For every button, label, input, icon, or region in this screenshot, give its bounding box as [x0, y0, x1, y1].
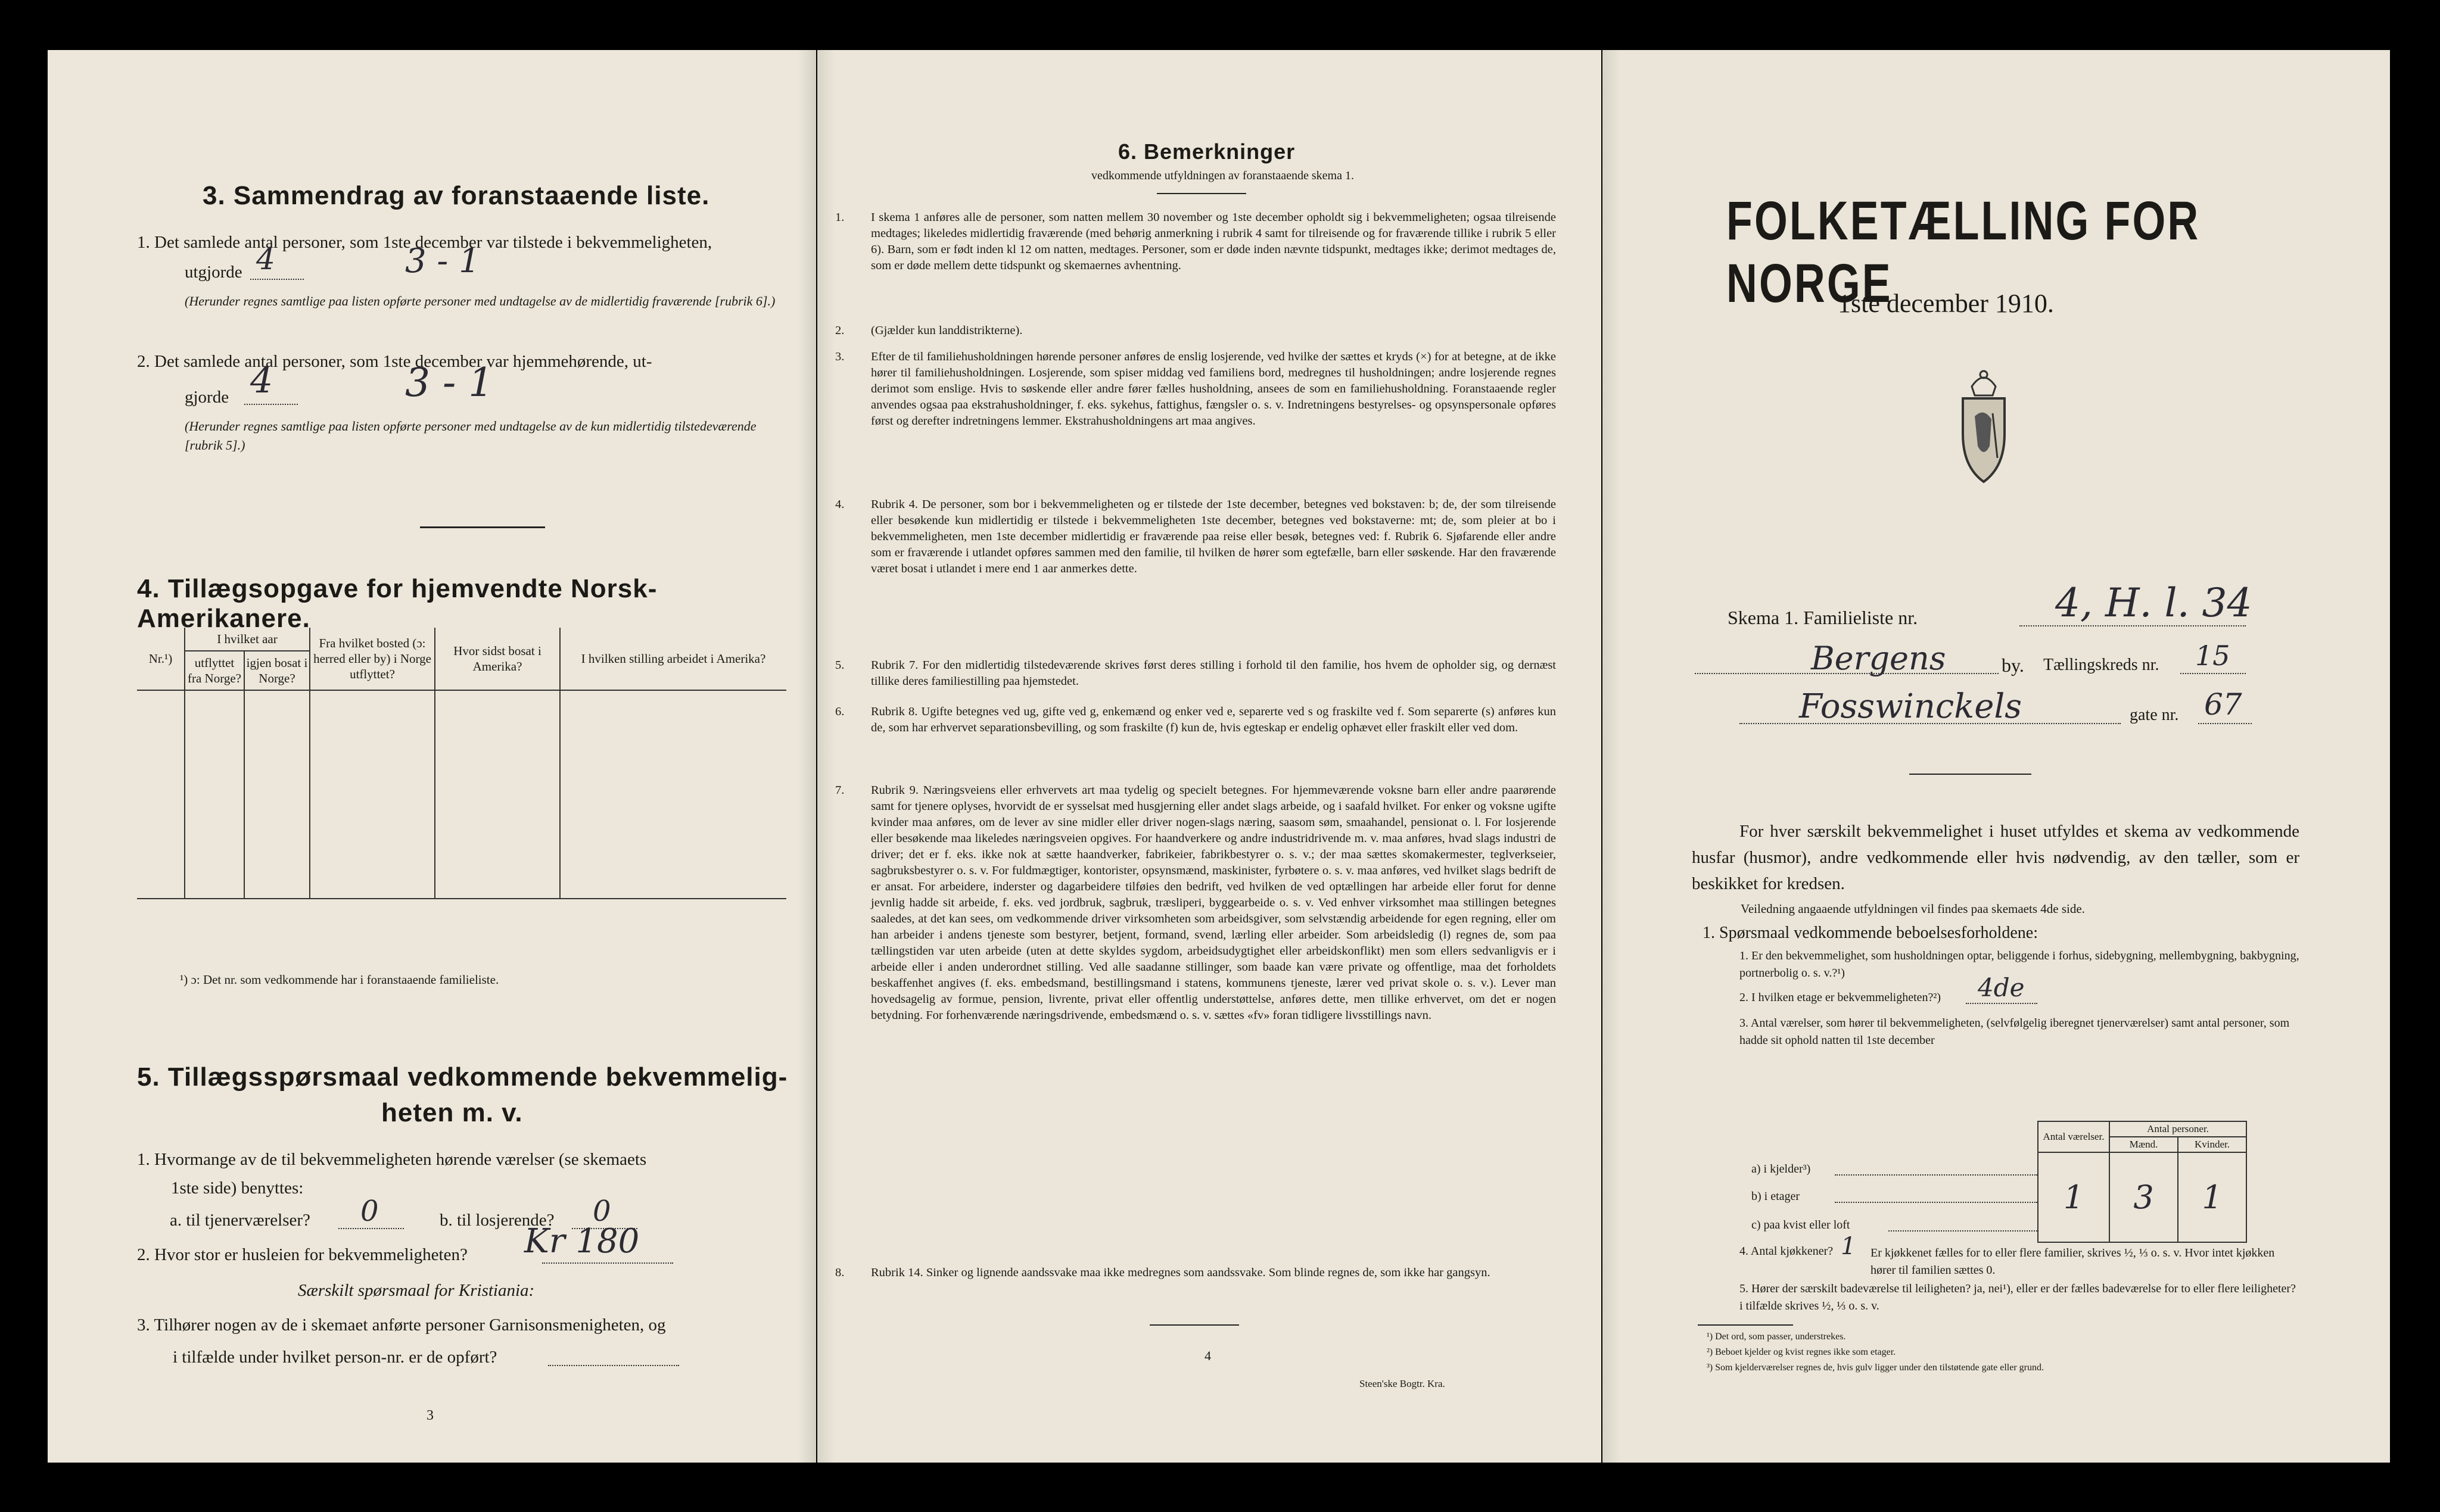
s5-q3-dotline	[548, 1348, 679, 1366]
table-row	[137, 774, 786, 815]
s5-q3-line1: 3. Tilhører nogen av de i skemaet anførte personer Garnisonsmenigheten, og	[137, 1315, 666, 1335]
table-row	[137, 732, 786, 774]
rooms-dotline	[1835, 1190, 2037, 1203]
col-bosted: Fra hvilket bosted (ɔ: herred eller by) i Norge utflyttet?	[310, 628, 435, 690]
col-maend: Mænd.	[2109, 1137, 2178, 1152]
table-row	[137, 690, 786, 732]
s3-q1-breakdown: 3 - 1	[405, 242, 480, 280]
footnote-3: ³) Som kjelderværelser regnes de, hvis gulv ligger under den tilstøtende gate eller grund.	[1707, 1363, 2044, 1373]
fold-shadow	[798, 50, 816, 1463]
s5-kristiania: Særskilt spørsmaal for Kristiania:	[298, 1281, 535, 1300]
form-date: 1ste december 1910.	[1838, 289, 2054, 318]
s3-q2-value: 4	[250, 360, 273, 401]
remark-item-7: 7. Rubrik 9. Næringsveiens eller erhvervets art maa tydelig og specielt betegnes. For hjemmeværende voksne barn eller andre paarørende samt for tjenere oplyses, hvorvidt de er sysselsat med husgjerning eller andet slags arbeide, og i saafald hvilket. For enker og voksne ugifte kvinder maa anføres, om de lever av sine midler eller driver nogen-slags næring, saasom søm, smaahandel, pensionat o. l. For losjerende eller besøkende maa likeledes næringsveien opgives. For haandverkere og andre industridrivende m. v. maa anføres, hvad slags industri de driver; det er f. eks. ikke nok at sætte haandverker, fabrikeier, fabrikbestyrer o. s. v.; der maa sættes skomakermester, teglverkseier, sagbruksbestyrer o. s. v. For fuldmægtiger, kontorister, opsynsmænd, maskinister, fyrbøtere o. s. v. maa anføres, ved hvilket slags bedrift de er ansat. For arbeidere, inderster og dagarbeidere tilføies den bedrift, ved hvilken de ved optællingen har arbeide eller forut for denne jevnlig hadde sit arbeide, f. eks. ved jordbruk, sagbruk, træsliperi, byggearbeide o. s. v. Ved enhver virksomhet maa stillingen betegnes saaledes, at det kan sees, om vedkommende driver virksomheten som arbeidsgiver, som selvstændig arbeidende for egen regning, eller om han arbeider i andens tjeneste som bestyrer, betjent, formand, svend, lærling eller arbeider. Som arbeidsledig (l) regnes de, som paa tællingstiden var uten arbeide (uten at dette skyldes sygdom, arbeidsudygtighet eller arbeidskonflikt) men som ellers sedvanligvis er i arbeide eller i anden underordnet stilling. Ved alle saadanne stillinger, som baade kan være private og offentlige, maa det forholdets beskaffenhet angives (f. eks. embedsmand, bestillingsmand i statens, kommunens tjeneste, lærer ved privat skole o. s. v.). Lever man hovedsagelig av formue, pension, livrente, privat eller offentlig understøttelse, anføres dette, men tillike erhvervet, om det er nogen betydning. For forhenværende næringsdrivende, embedsmænd o. s. v. sættes «fv» foran tidligere livsstillings navn.	[835, 784, 1556, 1022]
city-value: Bergens	[1811, 640, 1946, 677]
page-3	[48, 50, 816, 1463]
footnote-2: ²) Beboet kjelder og kvist regnes ikke som etager.	[1707, 1347, 1896, 1357]
col-sidst: Hvor sidst bosat i Amerika?	[435, 628, 560, 690]
q1-1: 1. Er den bekvemmelighet, som husholdningen optar, beliggende i forhus, sidebygning, mellembygning, bakbygning, portnerbolig o. s. v.?¹)	[1739, 949, 2299, 980]
section-5-heading-line2: heten m. v.	[381, 1098, 523, 1127]
s5-q1a-label: a. til tjenerværelser?	[170, 1211, 310, 1230]
remark-item-3: 3. Efter de til familiehusholdningen hørende personer anføres de enslig losjerende, ved hvilke der sættes et kryds (×) for at betegne, at de ikke hører til familiehusholdningen. Losjerende, som spiser middag ved familiens bord, medregnes til husholdningen; andre losjerende regnes derimot som enslige. Hvis to søskende eller andre fører fælles husholdning, ansees de som en familiehusholdning. Foranstaaende regler anvendes ogsaa paa ekstrahusholdninger, f. eks. sykehus, fattighus, fængsler o. s. v. Indretningens bestyrelses- og opsynspersonale opføres først og derefter indretningens lemmer. Ekstrahusholdningens art maa angives.	[835, 350, 1556, 428]
table-row	[137, 857, 786, 899]
page-number: 3	[427, 1408, 434, 1423]
col-vaerelser: Antal værelser.	[2038, 1121, 2109, 1152]
table-row	[137, 815, 786, 857]
value-vaerelser: 1	[2038, 1179, 2109, 1216]
s3-q1-line1: 1. Det samlede antal personer, som 1ste december var tilstede i bekvemmeligheten,	[137, 233, 712, 252]
s5-q1a-value: 0	[360, 1195, 379, 1228]
s3-q2-line2: gjorde	[185, 388, 229, 407]
street-value: Fosswinckels	[1799, 687, 2022, 726]
remark-item-5: 5. Rubrik 7. For den midlertidig tilstedeværende skrives først deres stilling i forhold til den familie, hos hvem de opholder sig, og dernæst tillike deres familiestilling paa hjemstedet.	[835, 659, 1556, 688]
rooms-row-c: c) paa kvist eller loft	[1751, 1218, 1850, 1232]
col-kvinder: Kvinder.	[2178, 1137, 2246, 1152]
skema-value: 4, H. l. 34	[2055, 580, 2252, 626]
q1-2: 2. I hvilken etage er bekvemmeligheten?²)	[1739, 991, 1941, 1004]
q1-5: 5. Hører der særskilt badeværelse til leiligheten? ja, nei¹), eller er der fælles badeværelse for to eller flere leiligheter? i tilfælde skrives ½, ⅓ o. s. v.	[1739, 1282, 2296, 1313]
remark-item-4: 4. Rubrik 4. De personer, som bor i bekvemmeligheten og er tilstede der 1ste december, betegnes ved bokstaven: b; de, der som tilreisende eller besøkende kun midlertidig er tilstede i bekvemmeligheten 1ste december, betegnes ved bokstaverne: mt; de, som pleier at bo i bekvemmeligheten, men 1ste december midlertidig er fraværende paa reise eller besøk, betegnes ved: f. Rubrik 6. Sjøfarende eller andre som er fraværende i utlandet opføres sammen med den familie, til hvilken de hører som egtefælle, barn eller søskende. Har den fraværende været bosat i utlandet i mere end 1 aar anmerkes dette.	[835, 498, 1556, 575]
q1-3: 3. Antal værelser, som hører til bekvemmeligheten, (selvfølgelig iberegnet tjenerværelser) samt antal personer, som hadde sit ophold natten til 1ste december	[1739, 1017, 2290, 1047]
value-kvinder: 1	[2178, 1179, 2246, 1216]
section-4-heading: 4. Tillægsopgave for hjemvendte Norsk-Amerikanere.	[137, 574, 658, 633]
section-3-heading: 3. Sammendrag av foranstaaende liste.	[203, 181, 710, 210]
q1-4-value: 1	[1841, 1233, 1856, 1260]
col-stilling: I hvilken stilling arbeidet i Amerika?	[560, 628, 786, 690]
norsk-amerikanere-table	[137, 628, 786, 899]
s3-q1-note: (Herunder regnes samtlige paa listen opførte personer med undtagelse av de midlertidig fraværende [rubrik 6].)	[185, 294, 776, 308]
page-number: 4	[1205, 1348, 1211, 1363]
remark-item-2: 2. (Gjælder kun landdistrikterne).	[835, 324, 1023, 337]
remarks-subheading: vedkommende utfyldningen av foranstaaende skema 1.	[1091, 169, 1354, 182]
rooms-dotline	[1888, 1218, 2037, 1232]
divider	[1909, 774, 2031, 775]
s3-q2-breakdown: 3 - 1	[405, 360, 494, 406]
s4-footnote: ¹) ɔ: Det nr. som vedkommende har i foranstaaende familieliste.	[180, 972, 499, 987]
remarks-heading: 6. Bemerkninger	[1118, 139, 1296, 164]
gate-label: gate nr.	[2130, 706, 2179, 724]
page-1	[1602, 50, 2390, 1463]
s5-q1b-label: b. til losjerende?	[440, 1211, 555, 1230]
printer-mark: Steen'ske Bogtr. Kra.	[1359, 1378, 1445, 1389]
rooms-row-a: a) i kjelder³)	[1751, 1162, 1811, 1176]
remark-item-8: 8. Rubrik 14. Sinker og lignende aandssvake maa ikke medregnes som aandssvake. Som blinde regnes de, som ikke har gangsyn.	[835, 1266, 1490, 1279]
divider	[1698, 1324, 1793, 1326]
divider	[420, 526, 545, 528]
fold-shadow	[1602, 50, 1620, 1463]
rooms-row-b: b) i etager	[1751, 1190, 1800, 1203]
s5-q1-line1: 1. Hvormange av de til bekvemmeligheten hørende værelser (se skemaets	[137, 1150, 647, 1169]
s3-q2-note: (Herunder regnes samtlige paa listen opførte personer med undtagelse av de kun midlertidig tilstedeværende [rubrik 5].)	[185, 419, 757, 453]
veiledning-text: Veiledning angaaende utfyldningen vil findes paa skemaets 4de side.	[1741, 902, 2085, 916]
fold-shadow	[817, 50, 835, 1463]
col-group-year: I hvilket aar	[185, 628, 310, 651]
gate-value: 67	[2204, 687, 2242, 722]
s5-q2-value: Kr 180	[524, 1222, 640, 1261]
col-nr: Nr.¹)	[137, 628, 185, 690]
s3-q2-line1: 2. Det samlede antal personer, som 1ste december var hjemmehørende, ut-	[137, 352, 652, 371]
col-igjen: igjen bosat i Norge?	[244, 651, 310, 690]
divider	[1157, 193, 1246, 194]
city-label: by.	[2002, 654, 2024, 676]
col-personer: Antal personer.	[2109, 1121, 2246, 1137]
intro-text: For hver særskilt bekvemmelighet i huset utfyldes et skema av vedkommende husfar (husmor), andre vedkommende eller hvis nødvendig, av den tæller, som er beskikket for kredsen.	[1692, 822, 2299, 893]
q1-2-value: 4de	[1978, 973, 2025, 1002]
q1-4-rest: Er kjøkkenet fælles for to eller flere familier, skrives ½, ⅓ o. s. v. Hvor intet kjøkken hører til familien sættes 0.	[1871, 1246, 2275, 1277]
s5-q3-line2: i tilfælde under hvilket person-nr. er de opført?	[173, 1348, 497, 1367]
kreds-value: 15	[2195, 640, 2230, 672]
s3-q1-value: 4	[256, 242, 275, 276]
col-utflyttet: utflyttet fra Norge?	[185, 651, 244, 690]
section-5-heading-line1: 5. Tillægsspørsmaal vedkommende bekvemmelig-	[137, 1062, 788, 1092]
q1-4: 4. Antal kjøkkener?	[1739, 1245, 1834, 1258]
q1-heading: 1. Spørsmaal vedkommende beboelsesforholdene:	[1703, 924, 2038, 942]
s5-q1b-value: 0	[593, 1195, 611, 1228]
skema-label: Skema 1. Familieliste nr.	[1728, 607, 1918, 628]
page-4	[817, 50, 1601, 1463]
s5-q1-line2: 1ste side) benyttes:	[171, 1179, 304, 1198]
table-row	[2038, 1216, 2246, 1242]
value-maend: 3	[2109, 1179, 2178, 1216]
norwegian-coat-of-arms-icon	[1945, 363, 2022, 488]
rooms-dotline	[1835, 1162, 2037, 1176]
remark-item-6: 6. Rubrik 8. Ugifte betegnes ved ug, gifte ved g, enkemænd og enker ved e, separerte ved s og fraskilte ved f. Som separerte (s) anføres kun de, som har erhvervet separationsbevilling, og som fraskilte (f) kun de, hvis egteskap er endelig ophævet eller fraskilt eller ved dom.	[835, 705, 1556, 734]
form-title: FOLKETÆLLING FOR NORGE	[1726, 191, 2201, 314]
divider	[1150, 1324, 1239, 1326]
table-row	[2038, 1152, 2246, 1179]
s3-q1-line2: utgjorde	[185, 263, 242, 282]
footnote-1: ¹) Det ord, som passer, understrekes.	[1707, 1332, 1846, 1342]
kreds-label: Tællingskreds nr.	[2043, 656, 2159, 674]
remark-item-1: 1. I skema 1 anføres alle de personer, som natten mellem 30 november og 1ste december opholdt sig i bekvemmeligheten; ogsaa tilreisende medtages; likeledes midlertidig fraværende (med behørig anmerkning i rubrik 4 samt for tilreisende og for fraværende tillike i rubrik 5 eller 6). Barn, som er født inden kl 12 om natten, medtages. Personer, som er døde inden nævnte tidspunkt, medtages ikke; derimot medtages de, som er døde mellem dette tidspunkt og skemaernes avhentning.	[835, 211, 1556, 272]
rooms-table	[2037, 1121, 2247, 1243]
table-row	[2038, 1179, 2246, 1216]
s5-q2-label: 2. Hvor stor er husleien for bekvemmeligheten?	[137, 1245, 468, 1264]
